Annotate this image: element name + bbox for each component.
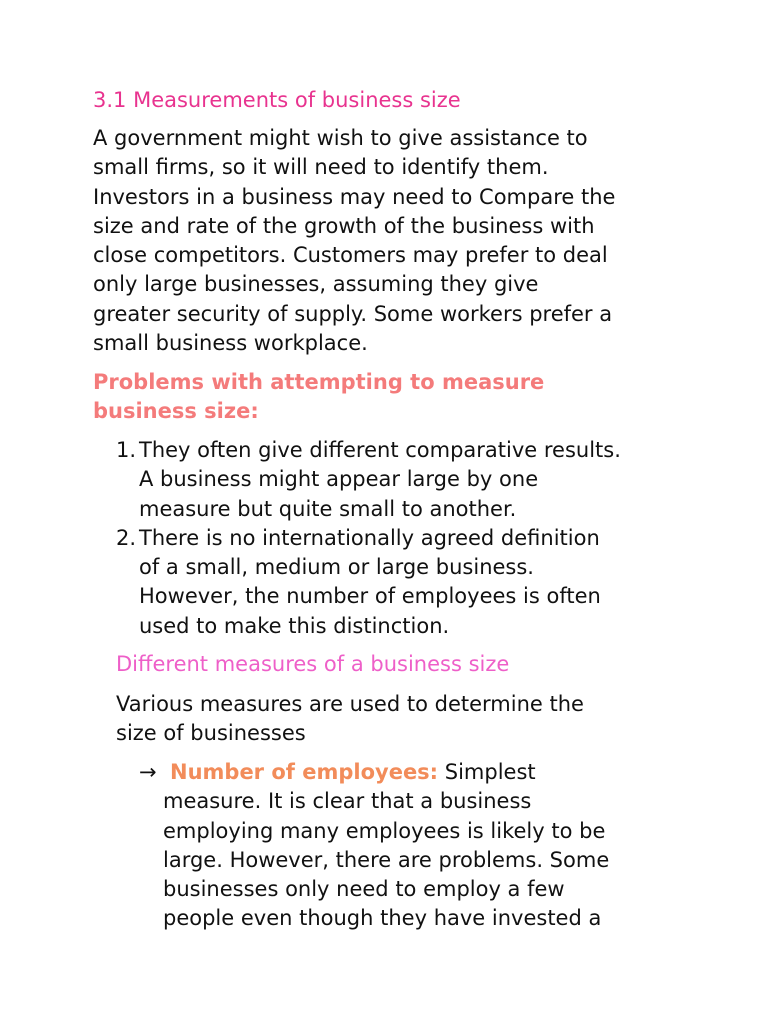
intro-line: small business workplace. [93, 331, 368, 356]
intro-line: size and rate of the growth of the business with [93, 213, 595, 238]
problem-line: They often give different comparative results. [139, 438, 621, 462]
problem-item [116, 436, 621, 524]
intro-line: close competitors. Customers may prefer to deal [93, 243, 608, 268]
measure-first-line [139, 758, 609, 787]
problems-heading-line: Problems with attempting to measure [93, 370, 545, 394]
problem-line: of a small, medium or large business. [139, 555, 534, 580]
section-title: 3.1 Measurements of business size [93, 88, 461, 112]
problem-item [116, 524, 621, 641]
problems-heading [93, 368, 544, 427]
problem-line: measure but quite small to another. [139, 496, 517, 521]
measures-intro-line: Various measures are used to determine the [116, 692, 584, 716]
right-arrow-icon: → [139, 760, 157, 784]
problems-heading-line: business size: [93, 399, 259, 424]
measure-line: businesses only need to employ a few [163, 877, 565, 902]
measure-line: large. However, there are problems. Some [163, 847, 610, 872]
problem-line: There is no internationally agreed definition [139, 525, 600, 550]
measure-label: Number of employees: [170, 760, 439, 784]
measures-intro-line: size of businesses [116, 721, 306, 746]
problem-line: used to make this distinction. [139, 613, 450, 638]
measure-line: measure. It is clear that a business [163, 789, 532, 814]
problem-number: 1. [116, 438, 137, 462]
measure-item [139, 758, 609, 934]
measure-line: employing many employees is likely to be [163, 818, 606, 843]
problem-line: A business might appear large by one [139, 467, 539, 492]
measure-line: people even though they have invested a [163, 906, 602, 931]
problem-line: However, the number of employees is often [139, 584, 601, 609]
intro-paragraph [93, 124, 693, 358]
intro-line: only large businesses, assuming they give [93, 272, 539, 297]
intro-line: greater security of supply. Some workers prefer a [93, 301, 613, 326]
intro-line: small firms, so it will need to identify them. [93, 155, 549, 180]
measures-intro [116, 690, 584, 749]
problems-list [116, 436, 621, 641]
intro-line: Investors in a business may need to Compare the [93, 184, 616, 209]
measure-text: Simplest [438, 760, 536, 784]
intro-line: A government might wish to give assistance to [93, 126, 588, 150]
measures-heading: Different measures of a business size [116, 652, 510, 676]
problem-number: 2. [116, 525, 137, 550]
